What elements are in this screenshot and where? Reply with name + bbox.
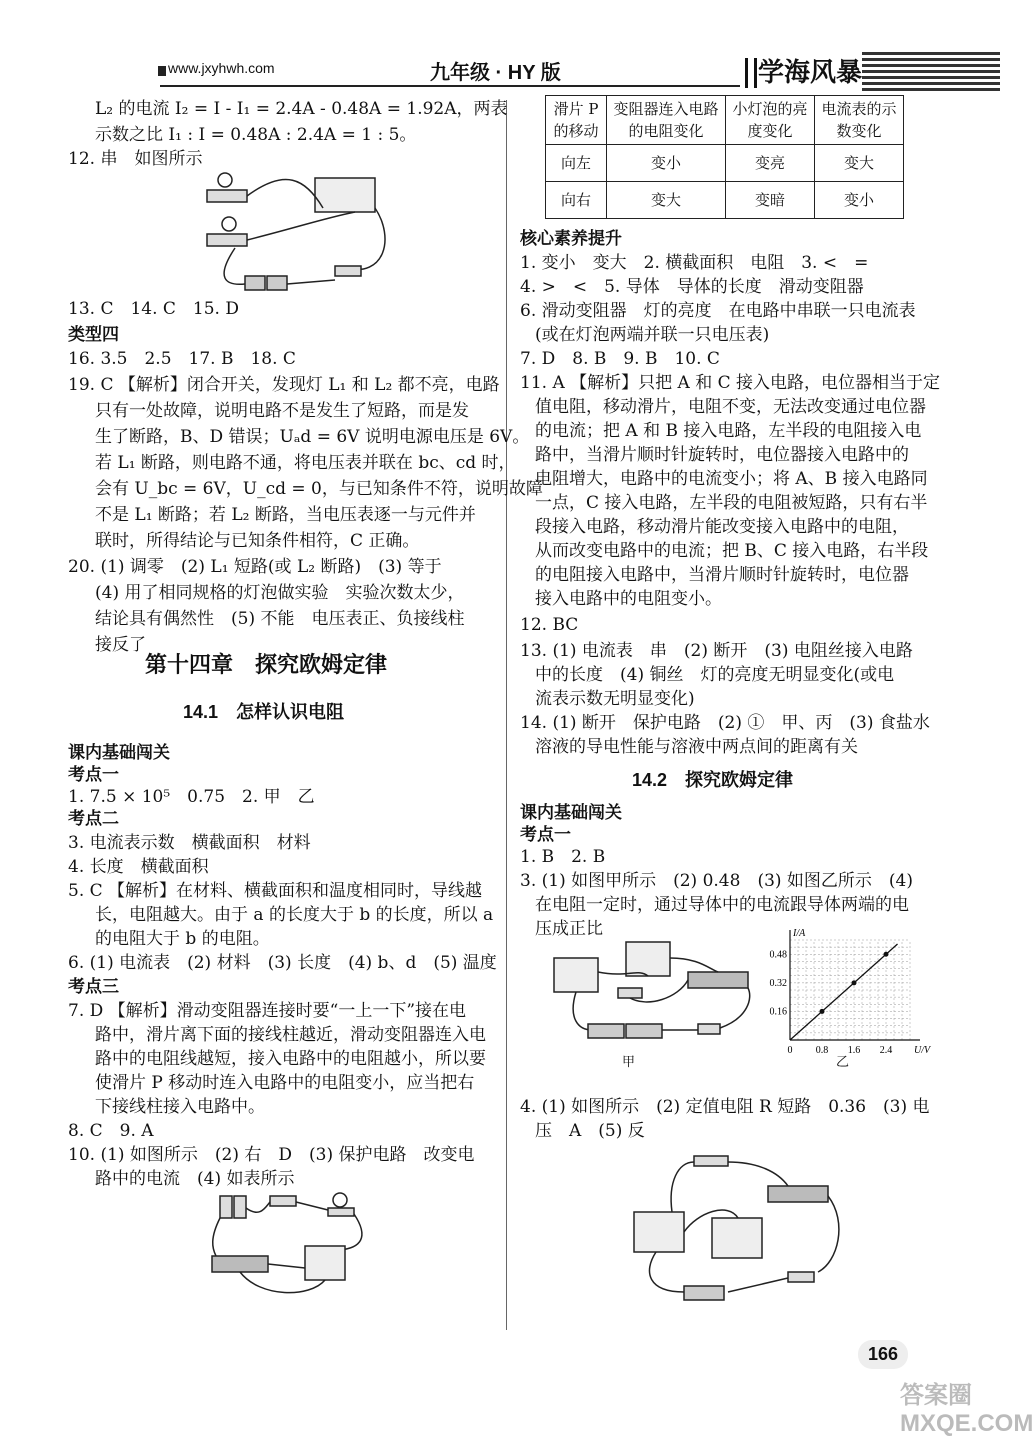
text-line: L₂ 的电流 I₂ = I - I₁ = 2.4A - 0.48A = 1.92A，两表 (95, 99, 508, 119)
s3-line: 压成正比 (535, 919, 603, 939)
resistance-table (545, 95, 904, 219)
column-divider (506, 100, 507, 1330)
table-cell: 向左 (546, 145, 607, 182)
header-bars (745, 58, 757, 88)
q13: 13. C 14. C 15. D (68, 299, 239, 319)
q16: 16. 3.5 2.5 17. B 18. C (68, 349, 296, 369)
url-marker (158, 66, 166, 76)
point-heading: 考点二 (68, 809, 119, 828)
q19-line: 若 L₁ 断路，则电路不通，将电压表并联在 bc、cd 时， (95, 453, 516, 473)
r14-line: 溶液的导电性能与溶液中两点间的距离有关 (535, 737, 858, 757)
q7-line: 路中，滑片离下面的接线柱越近，滑动变阻器连入电 (95, 1025, 486, 1045)
s3-line: 在电阻一定时，通过导体中的电流跟导体两端的电 (535, 895, 909, 915)
r11-line: 段接入电路，移动滑片能改变接入电路中的电阻， (535, 517, 909, 537)
table-cell: 变小 (815, 182, 904, 219)
table-cell: 变小 (607, 145, 726, 182)
header-divider (160, 85, 740, 87)
q7-line: 7. D 【解析】滑动变阻器连接时要“一上一下”接在电 (68, 1001, 467, 1021)
r11-line: 11. A 【解析】只把 A 和 C 接入电路，电位器相当于定 (520, 373, 941, 393)
x-tick-label: 0 (787, 1045, 793, 1056)
r11-line: 从而改变电路中的电流；把 B、C 接入电路，右半段 (535, 541, 929, 561)
point-heading: 考点一 (68, 765, 119, 784)
q19-line: 会有 U_bc = 6V，U_cd = 0，与已知条件不符，说明故障 (95, 479, 543, 499)
r13-line: 流表示数无明显变化) (535, 689, 695, 709)
q5-line: 长，电阻越大。由于 a 的长度大于 b 的长度，所以 a (95, 905, 494, 925)
y-tick-label: 0.48 (769, 949, 787, 961)
table-cell: 变大 (607, 182, 726, 219)
iu-chart (760, 922, 930, 1062)
r13-line: 13. (1) 电流表 串 (2) 断开 (3) 电阻丝接入电路 (520, 641, 913, 661)
s4-line: 4. (1) 如图所示 (2) 定值电阻 R 短路 0.36 (3) 电 (520, 1097, 930, 1117)
q1: 1. 7.5 × 10⁵ 0.75 2. 甲 乙 (68, 787, 315, 807)
q19-line: 不是 L₁ 断路；若 L₂ 断路，当电压表逐一与元件并 (95, 505, 476, 525)
r11-line: 路中，当滑片顺时针旋转时，电位器接入电路中的 (535, 445, 909, 465)
r11-line: 接入电路中的电阻变小。 (535, 589, 722, 609)
r11-line: 的电阻接入电路中，当滑片顺时针旋转时，电位器 (535, 565, 909, 585)
text-line: 示数之比 I₁ : I = 0.48A : 2.4A = 1 : 5。 (95, 125, 417, 145)
type-heading: 类型四 (68, 325, 119, 344)
x-tick-label: 1.6 (847, 1045, 861, 1056)
chapter-title: 第十四章 探究欧姆定律 (145, 652, 388, 677)
watermark: 答案圈 MXQE.COM (900, 1382, 1033, 1437)
r7: 7. D 8. B 9. B 10. C (520, 349, 720, 369)
q7-line: 使滑片 P 移动时连入电路中的电阻变小，应当把右 (95, 1073, 475, 1093)
q19-line: 只有一处故障，说明电路不是发生了短路，而是发 (95, 401, 469, 421)
q19-line: 联时，所得结论与已知条件相符，C 正确。 (95, 531, 420, 551)
subheading: 核心素养提升 (520, 229, 622, 248)
circuit-diagram-s4 (628, 1142, 858, 1322)
header-logo: 学海风暴 (758, 57, 863, 87)
q5-line: 5. C 【解析】在材料、横截面积和温度相同时，导线越 (68, 881, 483, 901)
table-header: 小灯泡的亮度变化 (726, 96, 815, 145)
circuit-diagram-jia (548, 938, 758, 1056)
section-title: 14.2 探究欧姆定律 (632, 770, 794, 790)
table-cell: 向右 (546, 182, 607, 219)
q19-line: 19. C 【解析】闭合开关，发现灯 L₁ 和 L₂ 都不亮，电路 (68, 375, 500, 395)
r6-line: (或在灯泡两端并联一只电压表) (535, 325, 770, 345)
r11-line: 的电流；把 A 和 B 接入电路，左半段的电阻接入电 (535, 421, 922, 441)
page-number: 166 (858, 1340, 908, 1369)
y-tick-label: 0.16 (769, 1006, 787, 1018)
y-tick-label: 0.32 (769, 977, 787, 989)
q10-line: 路中的电流 (4) 如表所示 (95, 1169, 295, 1189)
q5-line: 的电阻大于 b 的电阻。 (95, 929, 270, 949)
r6-line: 6. 滑动变阻器 灯的亮度 在电路中串联一只电流表 (520, 301, 916, 321)
circuit-diagram-q10 (200, 1188, 370, 1300)
x-tick-label: 2.4 (879, 1045, 893, 1056)
x-tick-label: 0.8 (815, 1045, 829, 1056)
q10-line: 10. (1) 如图所示 (2) 右 D (3) 保护电路 改变电 (68, 1145, 475, 1165)
q12: 12. 串 如图所示 (68, 149, 203, 169)
s1: 1. B 2. B (520, 847, 606, 867)
table-header: 电流表的示数变化 (815, 96, 904, 145)
q6: 6. (1) 电流表 (2) 材料 (3) 长度 (4) b、d (5) 温度 (68, 953, 497, 973)
table-cell: 变大 (815, 145, 904, 182)
r14-line: 14. (1) 断开 保护电路 (2) ① 甲、丙 (3) 食盐水 (520, 713, 930, 733)
q20-line: 结论具有偶然性 (5) 不能 电压表正、负接线柱 (95, 609, 465, 629)
fig-label-yi: 乙 (836, 1055, 850, 1070)
header-url: www.jxyhwh.com (168, 60, 275, 76)
q19-line: 生了断路，B、D 错误；Uₐd = 6V 说明电源电压是 6V。 (95, 427, 530, 447)
circuit-diagram-q12 (195, 168, 390, 296)
r1: 1. 变小 变大 2. 横截面积 电阻 3. < = (520, 253, 869, 273)
r11-line: 电阻增大，电路中的电流变小；将 A、B 接入电路同 (535, 469, 928, 489)
q7-line: 路中的电阻线越短，接入电路中的电阻越小，所以要 (95, 1049, 486, 1069)
subheading: 课内基础闯关 (68, 743, 170, 762)
s4-line: 压 A (5) 反 (535, 1121, 645, 1141)
q20-line: 接反了 (95, 635, 146, 655)
q20-line: 20. (1) 调零 (2) L₁ 短路(或 L₂ 断路) (3) 等于 (68, 557, 442, 577)
q3: 3. 电流表示数 横截面积 材料 (68, 833, 311, 853)
table-header: 滑片 P 的移动 (546, 96, 607, 145)
table-cell: 变暗 (726, 182, 815, 219)
data-point (852, 980, 857, 985)
y-axis-label: I/A (793, 928, 806, 939)
r12: 12. BC (520, 615, 579, 635)
header-title: 九年级 · HY 版 (430, 62, 561, 84)
header-stripes (862, 52, 1000, 92)
q4: 4. 长度 横截面积 (68, 857, 209, 877)
table-header: 变阻器连入电路的电阻变化 (607, 96, 726, 145)
point-heading: 考点三 (68, 977, 119, 996)
x-axis-label: U/V (914, 1045, 931, 1056)
fig-label-jia: 甲 (622, 1055, 636, 1070)
table-cell: 变亮 (726, 145, 815, 182)
q8: 8. C 9. A (68, 1121, 154, 1141)
r13-line: 中的长度 (4) 铜丝 灯的亮度无明显变化(或电 (535, 665, 895, 685)
subheading: 课内基础闯关 (520, 803, 622, 822)
q20-line: (4) 用了相同规格的灯泡做实验 实验次数太少， (95, 583, 465, 603)
r11-line: 值电阻，移动滑片，电阻不变，无法改变通过电位器 (535, 397, 926, 417)
point-heading: 考点一 (520, 825, 571, 844)
section-title: 14.1 怎样认识电阻 (183, 702, 345, 722)
data-point (820, 1009, 825, 1014)
s3-line: 3. (1) 如图甲所示 (2) 0.48 (3) 如图乙所示 (4) (520, 871, 914, 891)
r4: 4. > < 5. 导体 导体的长度 滑动变阻器 (520, 277, 864, 297)
r11-line: 一点，C 接入电路，左半段的电阻被短路，只有右半 (535, 493, 928, 513)
data-point (884, 952, 889, 957)
q7-line: 下接线柱接入电路中。 (95, 1097, 265, 1117)
